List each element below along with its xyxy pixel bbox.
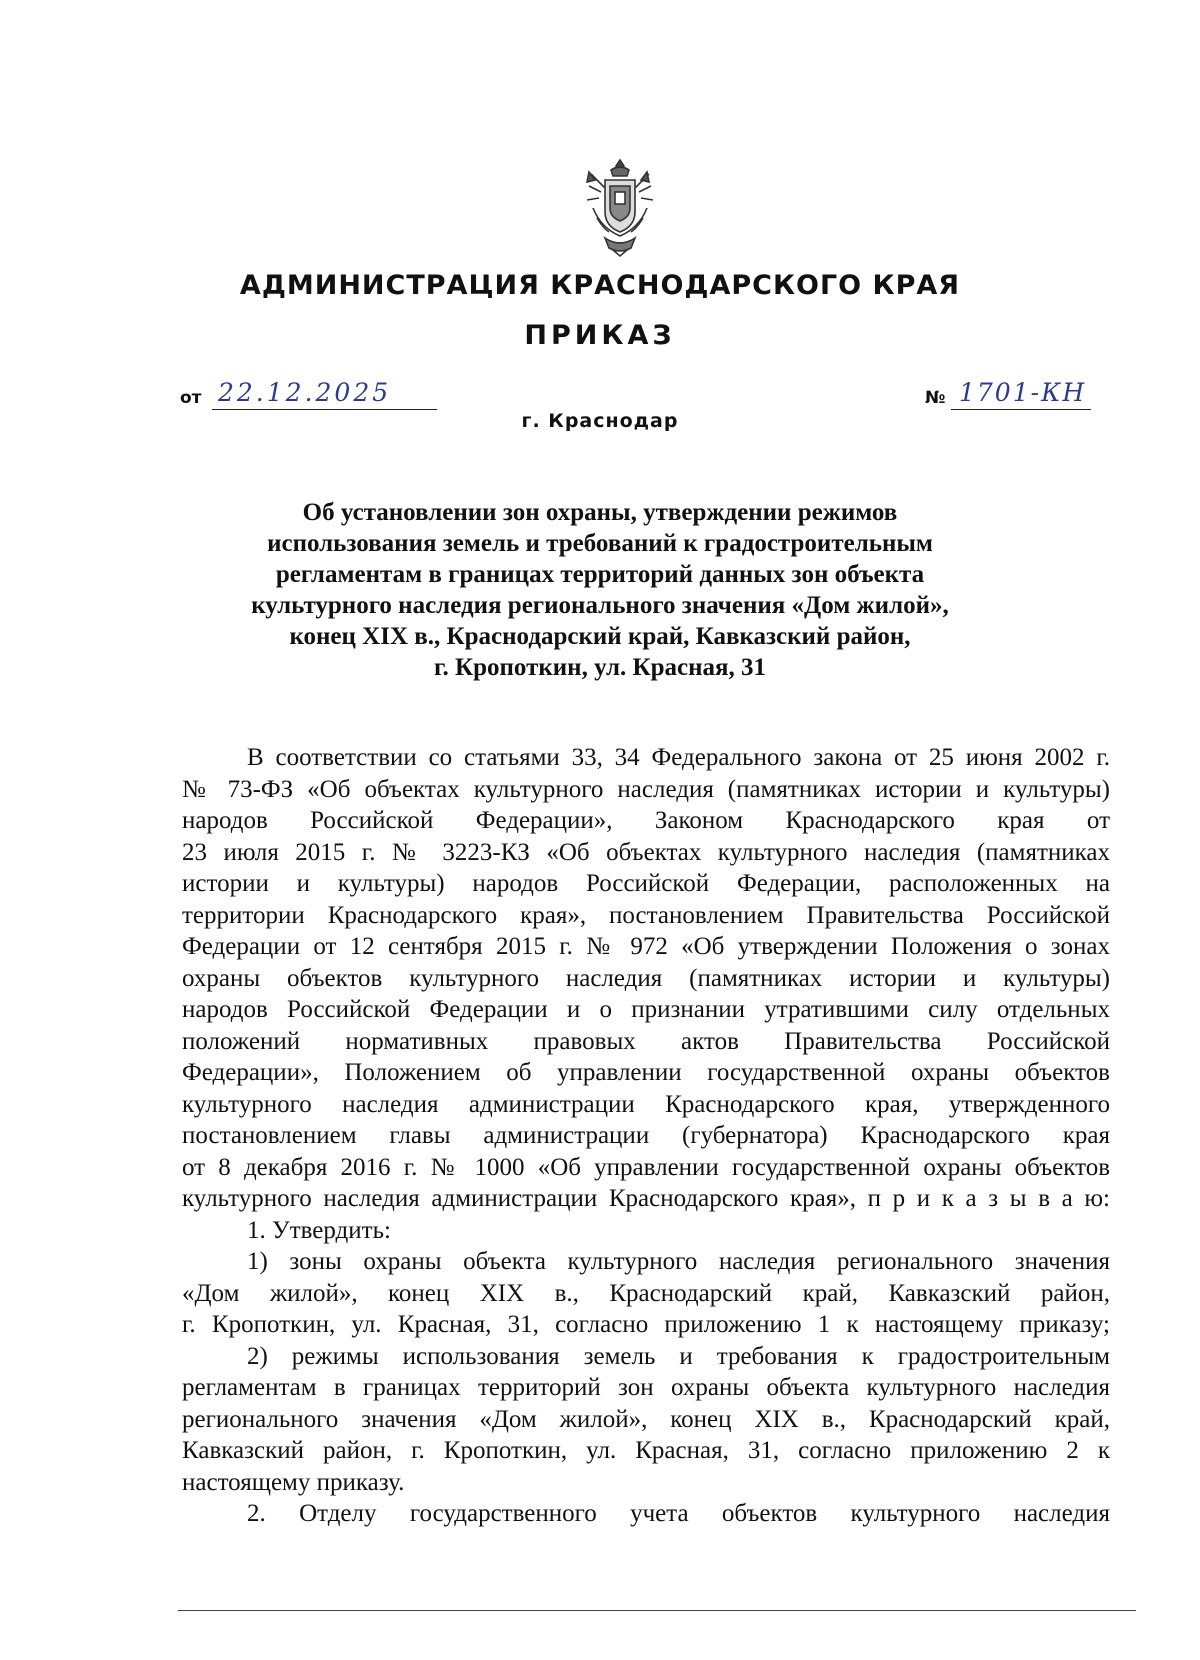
body-line: № 73-ФЗ «Об объектах культурного наследия (памятниках истории и культуры) [182, 775, 1110, 803]
date-prefix: от [180, 388, 202, 408]
document-subject [230, 497, 970, 683]
date-field [180, 378, 440, 414]
body-line: 23 июля 2015 г. № 3223-КЗ «Об объектах культурного наследия (памятниках [182, 838, 1110, 866]
organization-title: АДМИНИСТРАЦИЯ КРАСНОДАРСКОГО КРАЯ [239, 270, 961, 301]
subject-line: регламентам в границах территорий данных зон объекта [275, 561, 925, 588]
body-line: регламентам в границах территорий зон охраны объекта культурного наследия [182, 1374, 1110, 1401]
body-line: Федерации от 12 сентября 2015 г. № 972 «Об утверждении Положения о зонах [182, 933, 1110, 960]
body-line: 2. Отделу государственного учета объектов культурного наследия [247, 1500, 1110, 1527]
subject-line: Об установлении зон охраны, утверждении режимов [302, 499, 898, 526]
date-handwritten-value: 22.12.2025 [212, 378, 437, 410]
number-field [925, 378, 1105, 414]
document-type: ПРИКАЗ [524, 320, 676, 351]
body-line: культурного наследия администрации Краснодарского края», п р и к а з ы в а ю: [182, 1185, 1110, 1212]
body-line: постановлением главы администрации (губернатора) Краснодарского края [182, 1122, 1110, 1149]
body-line: Федерации», Положением об управлении государственной охраны объектов [182, 1059, 1110, 1086]
subject-line: г. Кропоткин, ул. Красная, 31 [433, 654, 767, 681]
body-line: В соответствии со статьями 33, 34 Федерального закона от 25 июня 2002 г. [247, 744, 1110, 771]
body-line: положений нормативных правовых актов Правительства Российской [182, 1027, 1110, 1055]
body-line: истории и культуры) народов Российской Федерации, расположенных на [182, 870, 1110, 897]
document-body [182, 742, 1110, 1530]
number-prefix: № [925, 388, 946, 408]
subject-line: использования земель и требований к градостроительным [267, 530, 933, 557]
body-line: культурного наследия администрации Краснодарского края, утвержденного [182, 1090, 1110, 1118]
coat-of-arms-emblem [583, 158, 657, 258]
body-line: г. Кропоткин, ул. Красная, 31, согласно приложению 1 к настоящему приказу; [182, 1311, 1110, 1338]
body-line: «Дом жилой», конец XIX в., Краснодарский край, Кавказский район, [182, 1279, 1110, 1307]
bottom-divider [178, 1610, 1136, 1611]
body-line: территории Краснодарского края», постановлением Правительства Российской [182, 901, 1110, 929]
body-line: регионального значения «Дом жилой», конец XIX в., Краснодарский край, [182, 1405, 1110, 1433]
body-line: от 8 декабря 2016 г. № 1000 «Об управлении государственной охраны объектов [182, 1153, 1110, 1181]
body-line: 2) режимы использования земель и требования к градостроительным [247, 1342, 1110, 1370]
body-line: 1. Утвердить: [247, 1216, 391, 1244]
number-handwritten-value: 1701-КН [951, 378, 1091, 410]
body-line: 1) зоны охраны объекта культурного наследия регионального значения [247, 1248, 1110, 1275]
subject-line: культурного наследия регионального значения «Дом жилой», [251, 592, 949, 619]
body-line: охраны объектов культурного наследия (памятниках истории и культуры) [182, 964, 1110, 992]
body-line: Кавказский район, г. Кропоткин, ул. Красная, 31, согласно приложению 2 к [182, 1437, 1110, 1464]
city-name: г. Краснодар [521, 410, 679, 432]
body-line: настоящему приказу. [182, 1468, 405, 1496]
subject-line: конец XIX в., Краснодарский край, Кавказский район, [289, 623, 911, 650]
body-line: народов Российской Федерации и о признании утратившими силу отдельных [182, 996, 1110, 1023]
body-line: народов Российской Федерации», Законом Краснодарского края от [182, 807, 1110, 834]
